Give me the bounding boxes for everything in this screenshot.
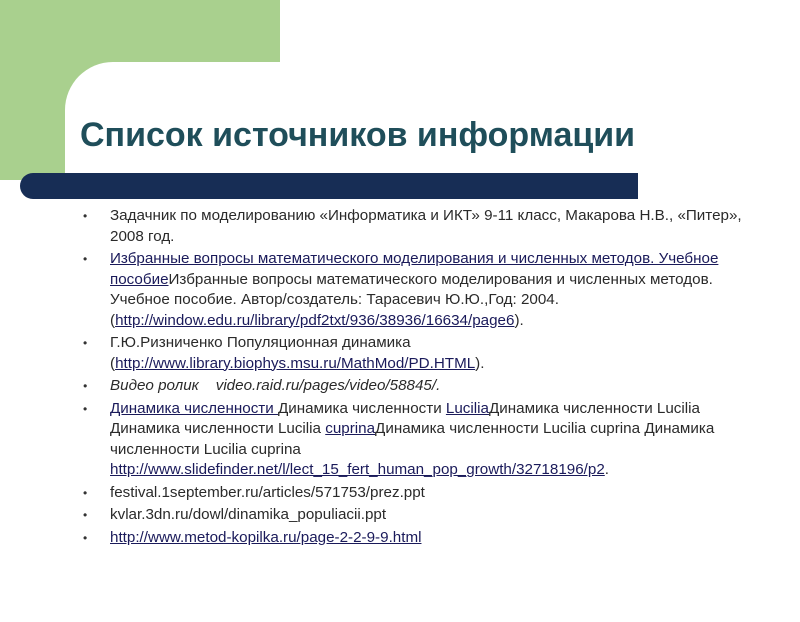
bullet-icon: • bbox=[83, 401, 88, 416]
item-text: Г.Ю.Ризниченко Популяционная динамика bbox=[110, 334, 411, 351]
list-item bbox=[83, 333, 750, 374]
list-item bbox=[83, 399, 750, 481]
list-item bbox=[83, 249, 750, 331]
item-text: kvlar.3dn.ru/dowl/dinamika_populiacii.ppt bbox=[110, 506, 387, 523]
source-link[interactable]: Динамика численности bbox=[110, 399, 278, 417]
item-text: Динамика численности bbox=[277, 399, 446, 417]
sources-list bbox=[83, 206, 750, 550]
item-tail: . bbox=[604, 461, 610, 478]
title-underline-bar bbox=[20, 173, 638, 199]
item-text: Избранные вопросы математического моделирования и численных методов. Учебное пособие. Автор/создатель: Тарасевич Ю.Ю.,Год: 2004. bbox=[110, 270, 713, 308]
item-text: Задачник по моделированию «Информатика и ИКТ» 9-11 класс, Макарова Н.В., «Питер», 2008 год. bbox=[110, 207, 742, 245]
item-text: Динамика численности Lucilia bbox=[110, 420, 326, 437]
paren-close: ). bbox=[475, 354, 485, 372]
list-item bbox=[83, 505, 750, 526]
bullet-icon: • bbox=[83, 209, 88, 223]
video-label: Видео ролик bbox=[110, 377, 199, 394]
paren-open: ( bbox=[110, 311, 116, 329]
list-item bbox=[83, 483, 750, 504]
bullet-icon: • bbox=[83, 508, 88, 522]
bullet-icon: • bbox=[83, 485, 88, 500]
list-item bbox=[83, 528, 750, 549]
source-link[interactable]: Избранные вопросы математического моделирования и численных методов. Учебное пособие bbox=[110, 250, 719, 288]
item-text: Динамика численности Lucilia cuprina bbox=[375, 420, 645, 437]
slide-title: Список источников информации bbox=[80, 116, 636, 154]
paren-close: ). bbox=[514, 311, 524, 329]
bullet-icon: • bbox=[83, 379, 88, 393]
bullet-icon: • bbox=[83, 252, 88, 266]
paren-open: ( bbox=[110, 354, 116, 372]
video-url: video.raid.ru/pages/video/58845/ bbox=[215, 377, 437, 394]
item-text: Динамика численности Lucilia bbox=[488, 399, 700, 417]
source-link[interactable]: cuprina bbox=[325, 420, 376, 437]
bullet-icon: • bbox=[83, 336, 88, 350]
bullet-icon: • bbox=[83, 530, 88, 545]
source-url-link[interactable]: http://www.metod-kopilka.ru/page-2-2-9-9.html bbox=[110, 528, 422, 546]
item-tail: . bbox=[436, 377, 441, 394]
source-link[interactable]: Lucilia bbox=[445, 399, 489, 417]
list-item bbox=[83, 206, 750, 247]
item-text: festival.1september.ru/articles/571753/prez.ppt bbox=[110, 483, 425, 501]
list-item bbox=[83, 376, 750, 397]
source-url-link[interactable]: http://window.edu.ru/library/pdf2txt/936/38936/16634/page6 bbox=[115, 311, 515, 329]
source-url-link[interactable]: http://www.slidefinder.net/l/lect_15_fert_human_pop_growth/32718196/p2 bbox=[110, 461, 605, 478]
item-text: Динамика численности Lucilia cuprina bbox=[110, 420, 715, 458]
source-url-link[interactable]: http://www.library.biophys.msu.ru/MathMod/PD.HTML bbox=[115, 354, 476, 372]
